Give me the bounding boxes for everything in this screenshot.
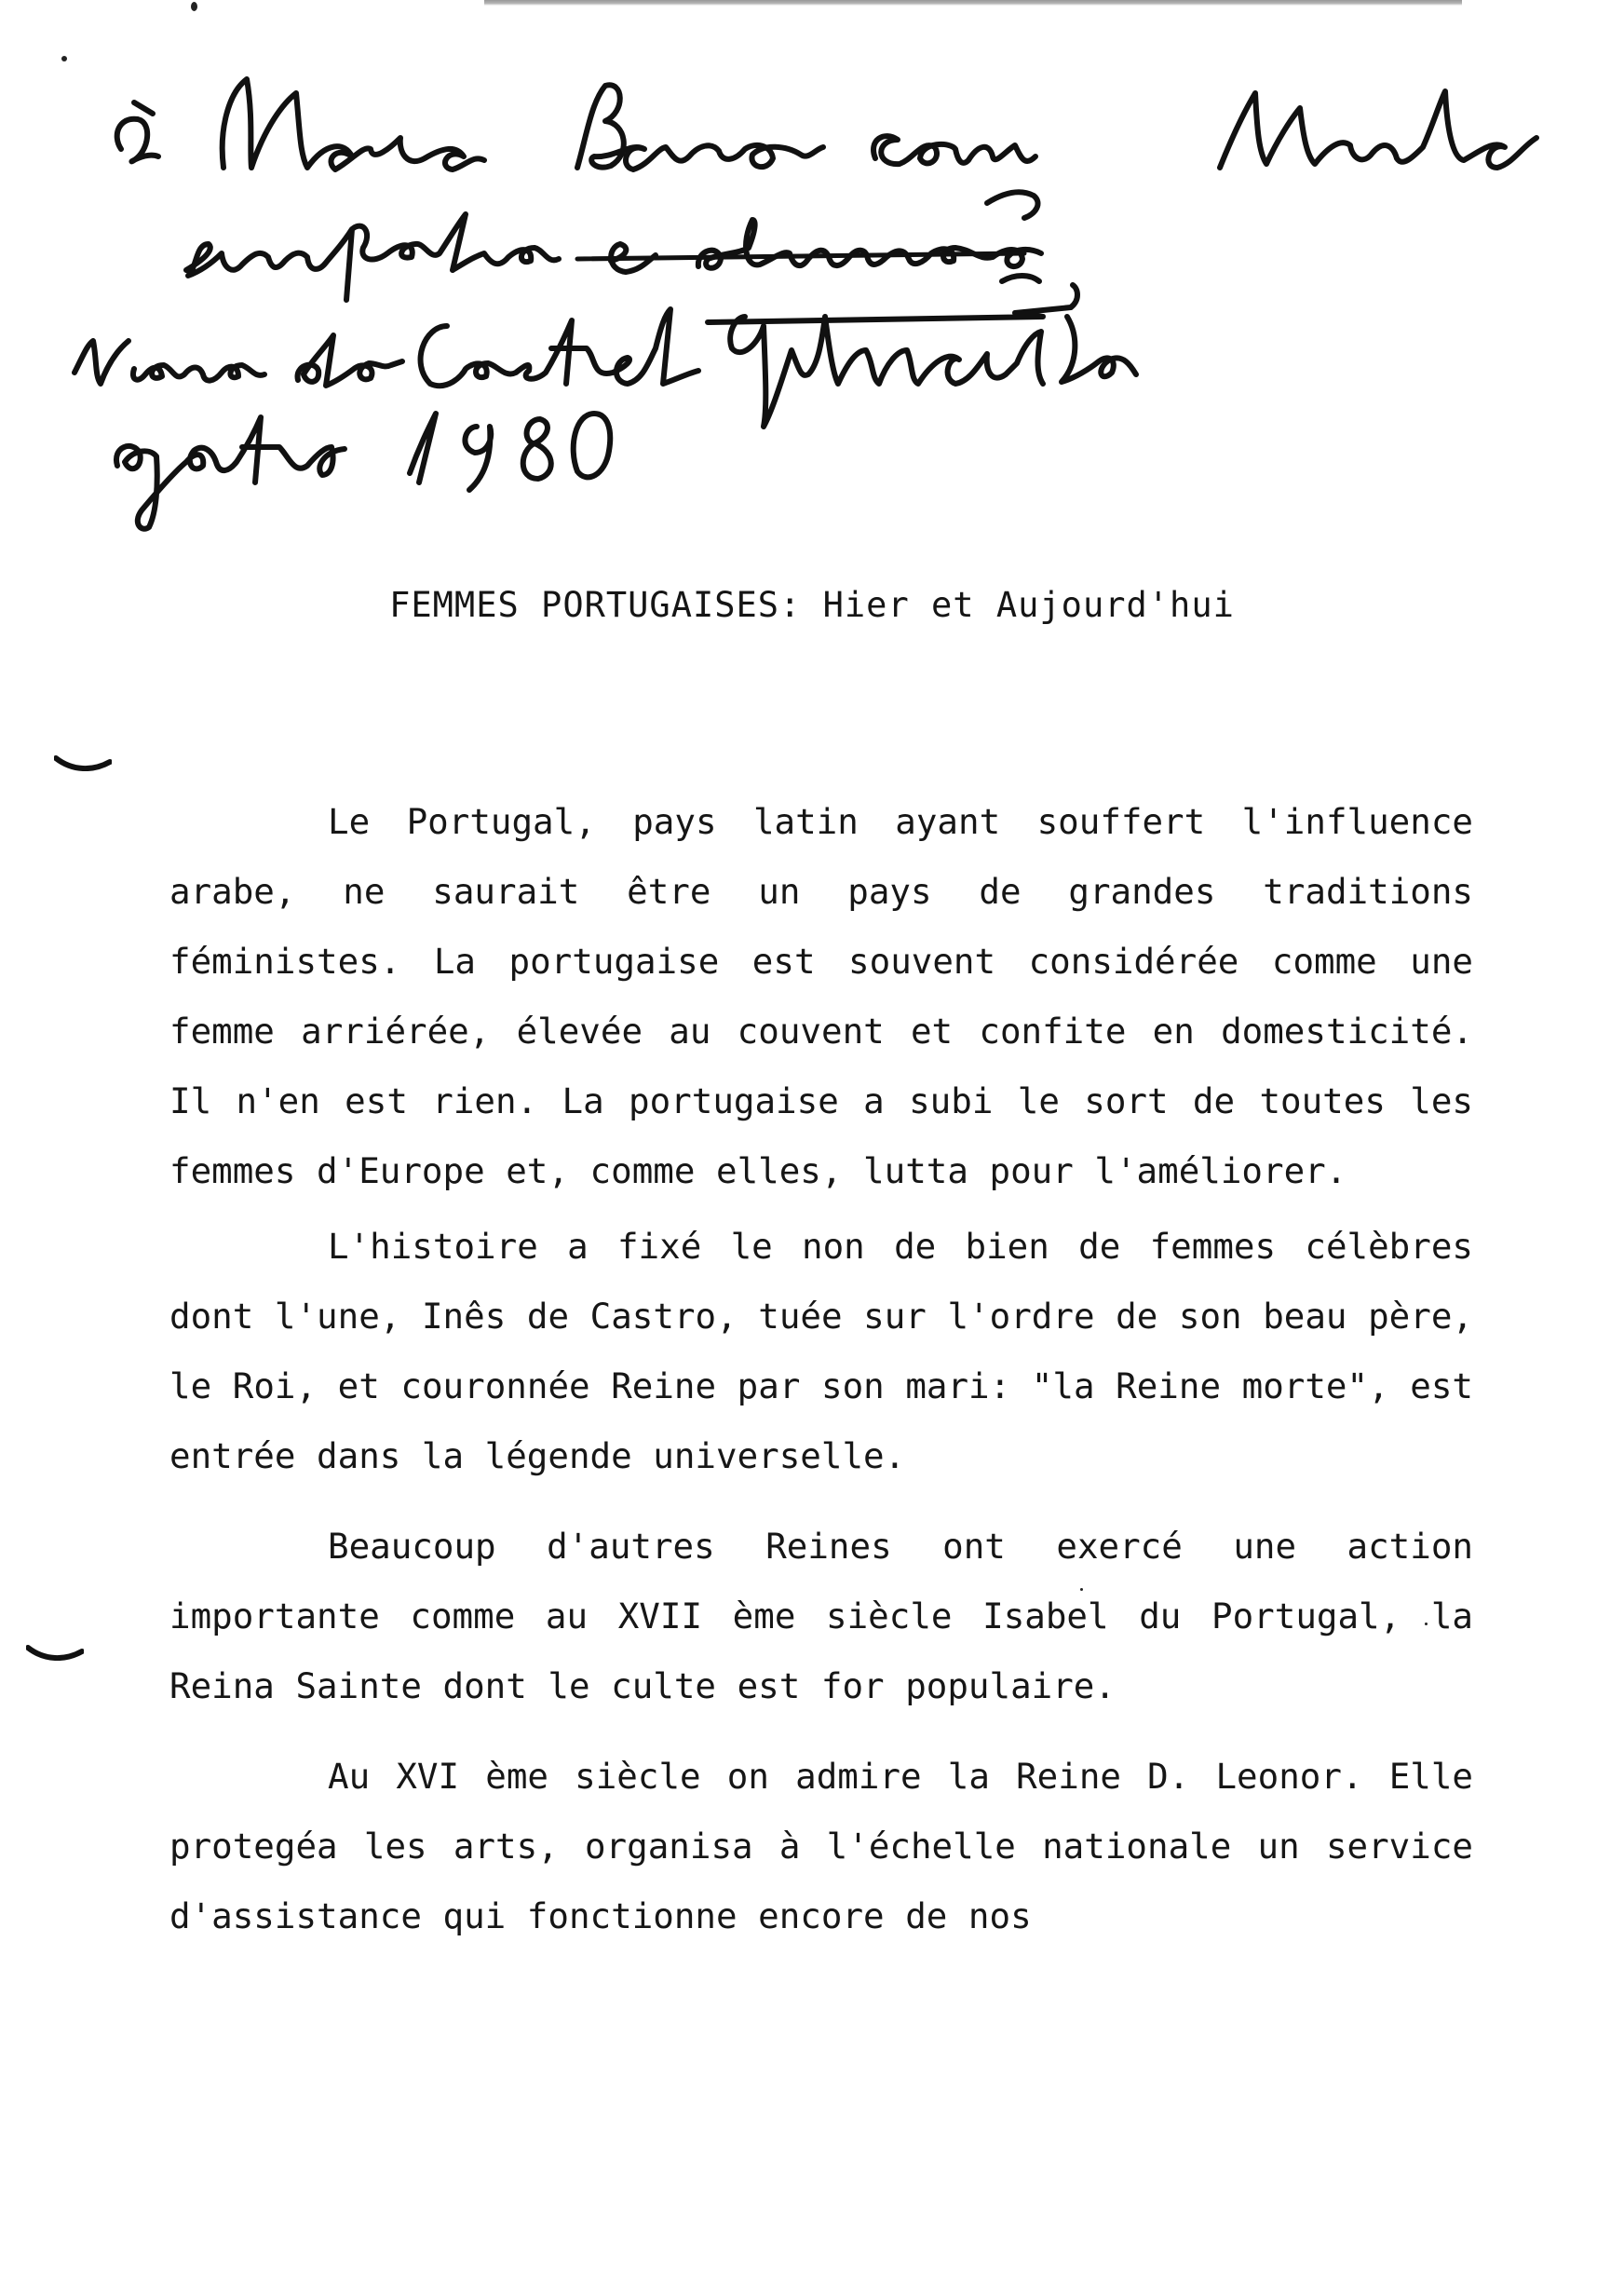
scan-speck [191,2,197,11]
document-body [169,787,1473,1951]
paragraph-text: Beaucoup d'autres Reines ont exercé une action importante comme au XVII ème siècle Isabel du Portugal, la Reina Sainte dont le culte est for populaire. [169,1526,1473,1706]
margin-bracket-mark [26,1644,84,1661]
scan-edge-shadow [484,0,1462,6]
document-title: FEMMES PORTUGAISES: Hier et Aujourd'hui [389,585,1235,625]
paragraph-text: Le Portugal, pays latin ayant souffert l'influence arabe, ne saurait être un pays de grandes traditions féministes. La portugaise est souvent considérée comme une femme arriérée, élevée au couvent et confite en domesticité. Il n'en est rien. La portugaise a subi le sort de toutes les femmes d'Europe et, comme elles, lutta pour l'améliorer. [169,801,1473,1191]
handwriting-drawing [56,37,1583,559]
paragraph [169,1212,1473,1491]
paragraph-text: L'histoire a fixé le non de bien de femmes célèbres dont l'une, Inês de Castro, tuée sur l'ordre de son beau père, le Roi, et couronnée Reine par son mari: "la Reine morte", est entrée dans la légende universelle. [169,1226,1473,1476]
paragraph [169,787,1473,1206]
paragraph [169,1512,1473,1721]
handwritten-dedication [56,37,1583,559]
paragraph-text: Au XVI ème siècle on admire la Reine D. Leonor. Elle protegéa les arts, organisa à l'échelle nationale un service d'assistance qui fonctionne encore de nos [169,1756,1473,1936]
paragraph [169,1742,1473,1951]
margin-bracket-mark [54,754,112,771]
